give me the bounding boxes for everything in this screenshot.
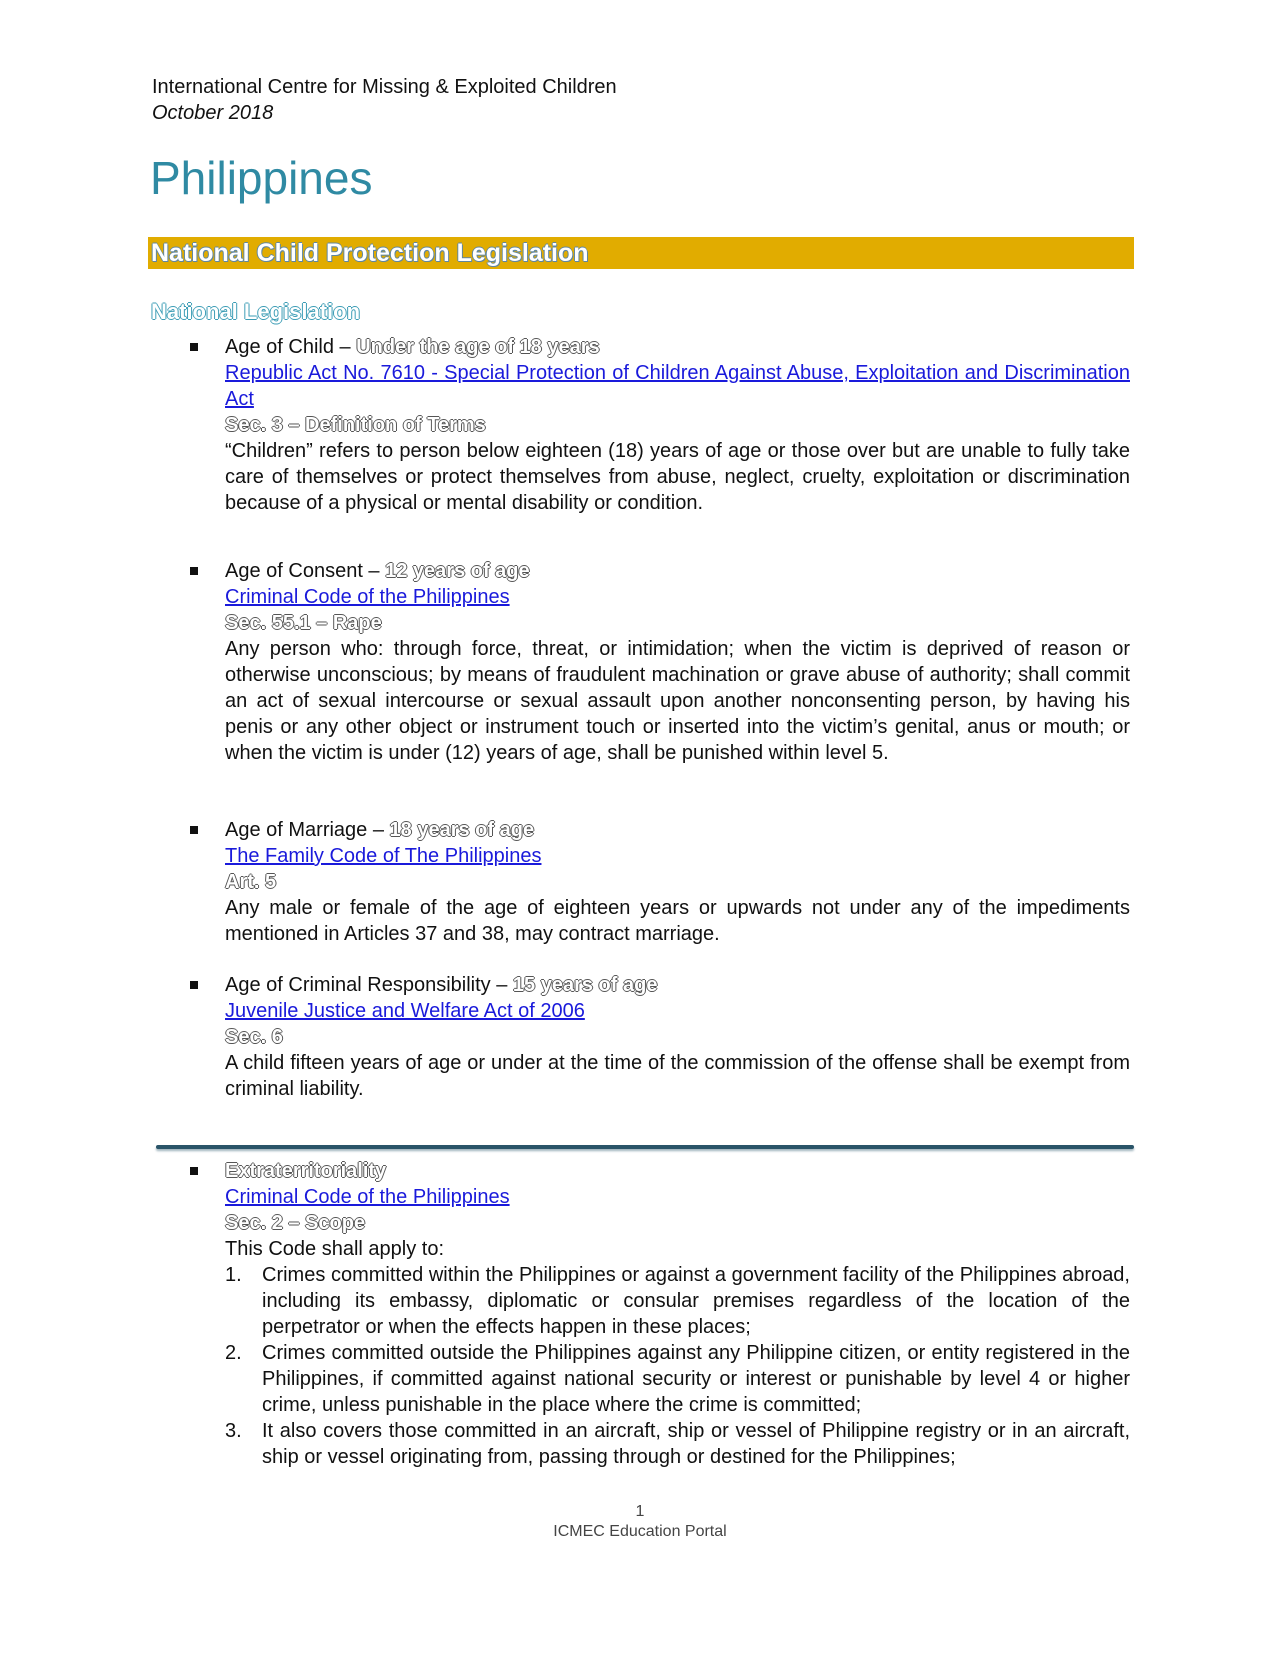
list-text: Crimes committed within the Philippines or against a government facility of the Philippines abroad, including its embassy, diplomatic or consular premises regardless of the location of the perpetrator or when the effects happen in these places;	[262, 1264, 1130, 1338]
subsection-heading: National Legislation	[151, 299, 361, 324]
legislation-link[interactable]: Republic Act No. 7610 - Special Protection of Children Against Abuse, Exploitation and Discrimination Act	[225, 362, 1130, 410]
section-heading: Art. 5	[225, 871, 277, 893]
section-heading: Sec. 3 – Definition of Terms	[225, 414, 486, 436]
section-text: A child fifteen years of age or under at the time of the commission of the offense shall be exempt from criminal liability.	[225, 1052, 1130, 1100]
scope-list	[225, 1262, 1130, 1470]
bullet-icon	[190, 1167, 198, 1175]
list-text: Crimes committed outside the Philippines against any Philippine citizen, or entity registered in the Philippines, if committed against national security or interest or punishable by level 4 or higher crime, unless punishable in the place where the crime is committed;	[262, 1342, 1130, 1416]
bullet-icon	[190, 981, 198, 989]
scope-list-item	[225, 1340, 1130, 1418]
list-number: 1.	[225, 1264, 242, 1286]
document-date: October 2018	[152, 102, 274, 124]
item-value: 18 years of age	[389, 819, 535, 841]
page-number: 1	[635, 1503, 645, 1520]
item-value: Under the age of 18 years	[356, 336, 600, 358]
section-text: Any person who: through force, threat, or intimidation; when the victim is deprived of reason or otherwise unconscious; by means of fraudulent machination or grave abuse of authority; shall commit an act of sexual intercourse or sexual assault upon another nonconsenting person, by having his penis or any other object or instrument touch or inserted into the victim’s genital, anus or mouth; or when the victim is under (12) years of age, shall be punished within level 5.	[225, 638, 1130, 764]
organization-name: International Centre for Missing & Exploited Children	[152, 76, 617, 98]
section-band	[148, 237, 1134, 269]
list-number: 3.	[225, 1420, 242, 1442]
item-label: Age of Consent –	[225, 560, 386, 582]
item-value: 12 years of age	[385, 560, 530, 582]
section-divider	[156, 1145, 1134, 1149]
bullet-icon	[190, 567, 198, 575]
section-heading: Sec. 55.1 – Rape	[225, 612, 382, 634]
document-header	[152, 74, 617, 126]
bullet-icon	[190, 343, 198, 351]
section-heading: Sec. 6	[225, 1026, 283, 1048]
item-label: Age of Marriage –	[225, 819, 390, 841]
item-label: Age of Child –	[225, 336, 357, 358]
section-band-title: National Child Protection Legislation	[151, 239, 589, 267]
legislation-link[interactable]: Criminal Code of the Philippines	[225, 586, 510, 608]
section-text: “Children” refers to person below eighteen (18) years of age or those over but are unable to fully take care of themselves or protect themselves from abuse, neglect, cruelty, exploitation or discrimination because of a physical or mental disability or condition.	[225, 440, 1130, 514]
item-value: 15 years of age	[512, 974, 658, 996]
section-intro: This Code shall apply to:	[225, 1238, 445, 1260]
footer-text: ICMEC Education Portal	[553, 1523, 727, 1540]
list-number: 2.	[225, 1342, 242, 1364]
list-text: It also covers those committed in an aircraft, ship or vessel of Philippine registry or in an aircraft, ship or vessel originating from, passing through or destined for the Philippines;	[262, 1420, 1130, 1468]
item-title: Extraterritoriality	[225, 1160, 387, 1182]
scope-list-item	[225, 1418, 1130, 1470]
page-title: Philippines	[150, 152, 373, 204]
bullet-icon	[190, 826, 198, 834]
legislation-link[interactable]: Criminal Code of the Philippines	[225, 1186, 510, 1208]
legislation-link[interactable]: Juvenile Justice and Welfare Act of 2006	[225, 1000, 585, 1022]
section-text: Any male or female of the age of eighteen years or upwards not under any of the impediments mentioned in Articles 37 and 38, may contract marriage.	[225, 897, 1130, 945]
scope-list-item	[225, 1262, 1130, 1340]
item-label: Age of Criminal Responsibility –	[225, 974, 513, 996]
legislation-link[interactable]: The Family Code of The Philippines	[225, 845, 542, 867]
section-heading: Sec. 2 – Scope	[225, 1212, 366, 1234]
